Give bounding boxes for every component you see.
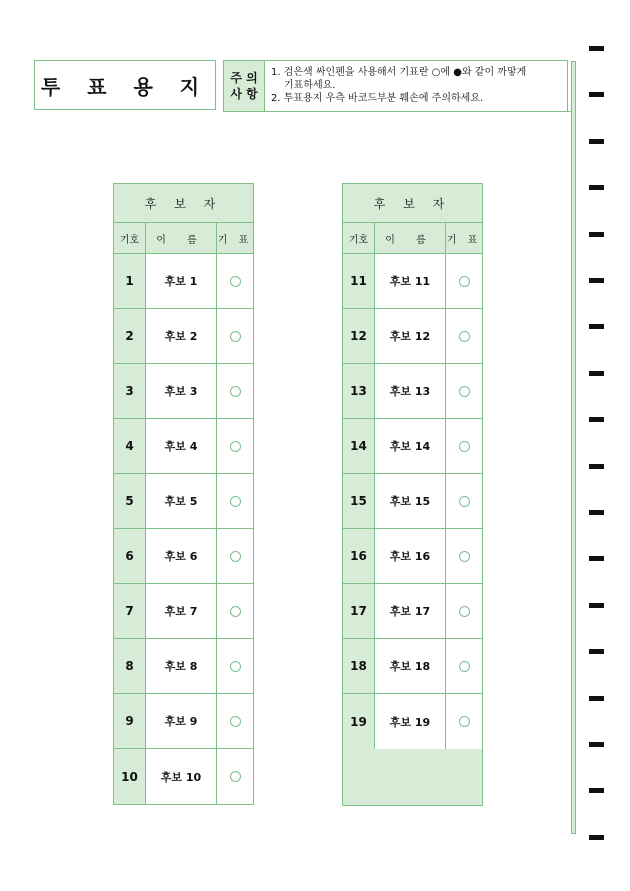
barcode-mark <box>589 788 604 793</box>
barcode-mark <box>589 324 604 329</box>
vote-circle-icon[interactable] <box>230 386 241 397</box>
vote-circle-icon[interactable] <box>230 771 241 782</box>
candidate-row <box>114 419 253 474</box>
vote-mark-cell[interactable] <box>446 694 482 749</box>
candidate-row <box>343 254 482 309</box>
column-header: 후 보 자 <box>343 184 482 223</box>
barcode-mark <box>589 185 604 190</box>
vote-circle-icon[interactable] <box>230 551 241 562</box>
candidate-row <box>114 309 253 364</box>
candidate-name: 후보 13 <box>375 364 446 418</box>
vote-mark-cell[interactable] <box>217 364 253 418</box>
candidate-name: 후보 9 <box>146 694 217 748</box>
candidate-number: 10 <box>114 749 146 804</box>
candidate-row <box>114 254 253 309</box>
candidate-row <box>114 364 253 419</box>
vote-mark-cell[interactable] <box>217 694 253 748</box>
notice-box <box>223 60 568 112</box>
vote-circle-icon[interactable] <box>230 441 241 452</box>
notice-line-2: 2. 투표용지 우측 바코드부분 훼손에 주의하세요. <box>271 93 484 104</box>
vote-circle-icon[interactable] <box>230 716 241 727</box>
candidate-number: 1 <box>114 254 146 308</box>
candidate-number: 3 <box>114 364 146 418</box>
ballot-title: 투 표 용 지 <box>34 60 216 110</box>
candidate-row <box>343 419 482 474</box>
candidate-row <box>114 474 253 529</box>
name-subheader: 이 름 <box>146 223 217 253</box>
notice-label-line1: 주 의 <box>230 71 258 85</box>
candidate-number: 19 <box>343 694 375 749</box>
candidate-rows <box>343 254 482 749</box>
candidate-number: 7 <box>114 584 146 638</box>
barcode-mark <box>589 46 604 51</box>
candidate-row <box>343 309 482 364</box>
candidate-row <box>343 639 482 694</box>
candidate-number: 2 <box>114 309 146 363</box>
barcode-mark <box>589 92 604 97</box>
vote-mark-cell[interactable] <box>446 419 482 473</box>
candidate-column-left <box>113 183 254 805</box>
vote-circle-icon[interactable] <box>459 716 470 727</box>
vote-mark-cell[interactable] <box>446 584 482 638</box>
empty-filler <box>343 749 482 805</box>
vote-mark-cell[interactable] <box>446 254 482 308</box>
notice-body <box>265 61 567 111</box>
candidate-row <box>114 749 253 804</box>
notice-line-1-cont: 기표하세요. <box>284 80 336 91</box>
vote-circle-icon[interactable] <box>230 606 241 617</box>
candidate-name: 후보 17 <box>375 584 446 638</box>
candidate-number: 4 <box>114 419 146 473</box>
candidate-number: 15 <box>343 474 375 528</box>
candidate-row <box>343 474 482 529</box>
vote-circle-icon[interactable] <box>230 331 241 342</box>
candidate-name: 후보 12 <box>375 309 446 363</box>
vote-mark-cell[interactable] <box>217 749 253 804</box>
column-subheader <box>114 223 253 254</box>
name-subheader: 이 름 <box>375 223 446 253</box>
candidate-name: 후보 1 <box>146 254 217 308</box>
vote-circle-icon[interactable] <box>230 496 241 507</box>
barcode-guide-bar <box>571 61 576 834</box>
candidate-number: 16 <box>343 529 375 583</box>
vote-mark-cell[interactable] <box>446 474 482 528</box>
candidate-number: 5 <box>114 474 146 528</box>
candidate-number: 14 <box>343 419 375 473</box>
vote-mark-cell[interactable] <box>446 529 482 583</box>
candidate-number: 17 <box>343 584 375 638</box>
notice-label-line2: 사 항 <box>230 87 258 101</box>
vote-mark-cell[interactable] <box>217 254 253 308</box>
notice-label <box>224 61 265 111</box>
candidate-row <box>343 694 482 749</box>
vote-circle-icon[interactable] <box>459 331 470 342</box>
candidate-name: 후보 14 <box>375 419 446 473</box>
candidate-name: 후보 16 <box>375 529 446 583</box>
candidate-row <box>343 529 482 584</box>
candidate-number: 9 <box>114 694 146 748</box>
vote-mark-cell[interactable] <box>217 639 253 693</box>
vote-mark-cell[interactable] <box>446 639 482 693</box>
candidate-number: 13 <box>343 364 375 418</box>
candidate-row <box>114 694 253 749</box>
vote-circle-icon[interactable] <box>459 606 470 617</box>
candidate-row <box>114 639 253 694</box>
candidate-row <box>114 584 253 639</box>
barcode-mark <box>589 649 604 654</box>
column-subheader <box>343 223 482 254</box>
vote-mark-cell[interactable] <box>217 529 253 583</box>
number-subheader: 기호 <box>114 223 146 253</box>
column-header: 후 보 자 <box>114 184 253 223</box>
candidate-name: 후보 8 <box>146 639 217 693</box>
barcode-mark <box>589 510 604 515</box>
candidate-name: 후보 10 <box>146 749 217 804</box>
vote-circle-icon[interactable] <box>230 661 241 672</box>
candidate-name: 후보 6 <box>146 529 217 583</box>
notice-line-1: 1. 검은색 싸인펜을 사용해서 기표란 ○에 ●와 같이 까맣게 <box>271 67 527 78</box>
barcode-mark <box>589 603 604 608</box>
candidate-name: 후보 7 <box>146 584 217 638</box>
vote-mark-cell[interactable] <box>217 419 253 473</box>
candidate-name: 후보 18 <box>375 639 446 693</box>
candidate-row <box>343 584 482 639</box>
candidate-number: 12 <box>343 309 375 363</box>
mark-subheader: 기 표 <box>446 234 482 246</box>
candidate-name: 후보 5 <box>146 474 217 528</box>
vote-mark-cell[interactable] <box>446 364 482 418</box>
vote-circle-icon[interactable] <box>459 276 470 287</box>
candidate-rows <box>114 254 253 804</box>
candidate-name: 후보 19 <box>375 694 446 749</box>
candidate-number: 6 <box>114 529 146 583</box>
barcode-mark <box>589 835 604 840</box>
vote-circle-icon[interactable] <box>230 276 241 287</box>
candidate-name: 후보 3 <box>146 364 217 418</box>
candidate-name: 후보 4 <box>146 419 217 473</box>
candidate-number: 8 <box>114 639 146 693</box>
candidate-name: 후보 15 <box>375 474 446 528</box>
barcode-mark <box>589 696 604 701</box>
barcode-mark <box>589 417 604 422</box>
candidate-row <box>343 364 482 419</box>
vote-circle-icon[interactable] <box>459 496 470 507</box>
candidate-column-right <box>342 183 483 806</box>
candidate-number: 18 <box>343 639 375 693</box>
barcode-mark <box>589 232 604 237</box>
barcode-mark <box>589 139 604 144</box>
vote-circle-icon[interactable] <box>459 551 470 562</box>
candidate-number: 11 <box>343 254 375 308</box>
vote-mark-cell[interactable] <box>217 474 253 528</box>
candidate-name: 후보 11 <box>375 254 446 308</box>
vote-circle-icon[interactable] <box>459 441 470 452</box>
number-subheader: 기호 <box>343 223 375 253</box>
vote-circle-icon[interactable] <box>459 386 470 397</box>
barcode-mark <box>589 278 604 283</box>
mark-subheader: 기 표 <box>217 234 253 246</box>
vote-mark-cell[interactable] <box>217 309 253 363</box>
barcode-mark <box>589 742 604 747</box>
vote-mark-cell[interactable] <box>446 309 482 363</box>
vote-mark-cell[interactable] <box>217 584 253 638</box>
barcode-mark <box>589 556 604 561</box>
candidate-row <box>114 529 253 584</box>
barcode-mark <box>589 371 604 376</box>
candidate-name: 후보 2 <box>146 309 217 363</box>
barcode-mark <box>589 464 604 469</box>
vote-circle-icon[interactable] <box>459 661 470 672</box>
